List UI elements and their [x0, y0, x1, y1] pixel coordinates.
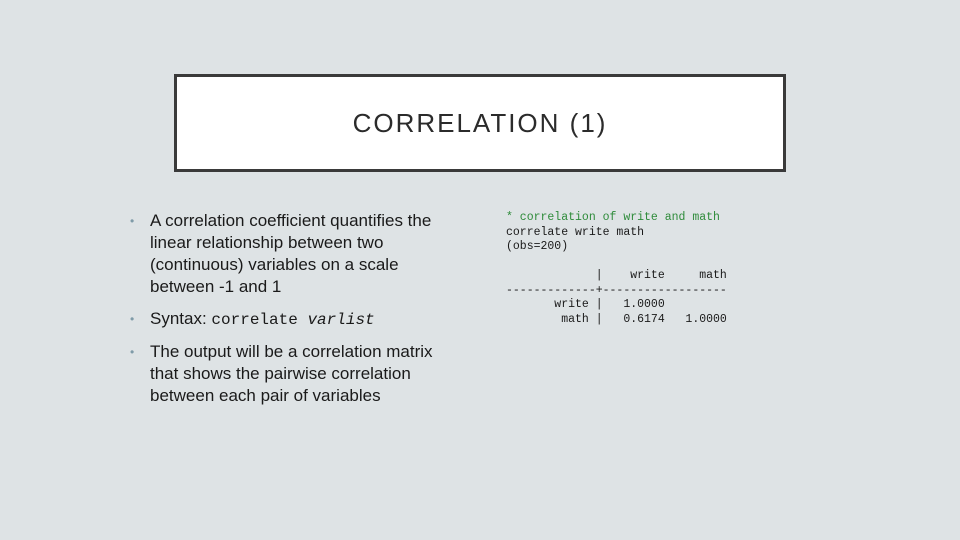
- bullet-item-definition: [130, 210, 460, 298]
- code-comment: * correlation of write and math: [506, 211, 720, 224]
- matrix-row-math: math | 0.6174 1.0000: [506, 312, 727, 326]
- slide-title: CORRELATION (1): [352, 107, 608, 138]
- code-obs: (obs=200): [506, 240, 569, 253]
- title-box: [174, 74, 786, 172]
- bullet-dot-icon: •: [130, 345, 135, 359]
- matrix-row-write: write | 1.0000: [506, 298, 665, 311]
- syntax-argument: varlist: [307, 311, 375, 329]
- bullet-dot-icon: •: [130, 312, 135, 326]
- bullet-item-output: [130, 341, 460, 407]
- stata-output: [506, 211, 727, 327]
- bullet-text-definition: A correlation coefficient quantifies the linear relationship between two (continuous) variables on a scale between -1 and 1: [150, 211, 432, 296]
- code-command: correlate write math: [506, 225, 645, 239]
- matrix-header: | write math: [506, 269, 727, 282]
- code-blank-line: [506, 255, 727, 270]
- syntax-label: Syntax:: [150, 309, 212, 328]
- bullet-text-output: The output will be a correlation matrix that shows the pairwise correlation between each pair of variables: [150, 342, 433, 405]
- bullet-list: [130, 210, 460, 417]
- bullet-item-syntax: [130, 308, 460, 331]
- bullet-dot-icon: •: [130, 214, 135, 228]
- syntax-command: correlate: [211, 311, 308, 329]
- matrix-rule: -------------+------------------: [506, 283, 727, 297]
